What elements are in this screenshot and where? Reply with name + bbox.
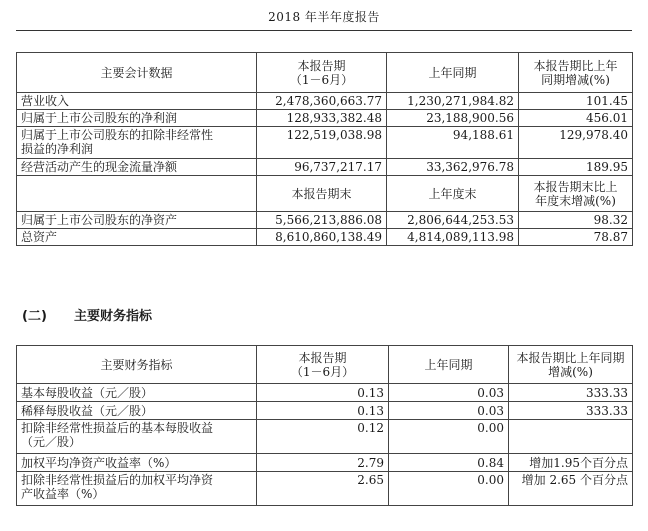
table-subheader-row [17,176,633,212]
table-header-cell: 上年同期 [387,53,519,93]
main-accounting-data-table [16,52,633,246]
table-cell: 128,933,382.48 [257,110,387,127]
table-header-cell: 上年同期 [389,346,509,384]
table-cell: 122,519,038.98 [257,127,387,159]
table-cell: 333.33 [509,384,633,402]
table-header-cell: 本报告期 （1－6月） [257,346,389,384]
table-cell [509,420,633,454]
table-cell: 2,806,644,253.53 [387,212,519,229]
table-cell: 23,188,900.56 [387,110,519,127]
table-cell: 94,188.61 [387,127,519,159]
row-label: 经营活动产生的现金流量净额 [17,159,257,176]
table-row [17,127,633,159]
main-financial-indicators-table [16,345,633,506]
table-header-cell: 主要财务指标 [17,346,257,384]
table-row [17,420,633,454]
table-header-cell: 本报告期末 [257,176,387,212]
table-header-cell: 本报告期末比上 年度末增减(%) [519,176,633,212]
table-cell: 98.32 [519,212,633,229]
row-label: 扣除非经常性损益后的基本每股收益 （元／股） [17,420,257,454]
table-row [17,454,633,472]
table-row [17,229,633,246]
row-label: 稀释每股收益（元／股） [17,402,257,420]
row-label: 加权平均净资产收益率（%） [17,454,257,472]
table-cell: 189.95 [519,159,633,176]
table-cell: 2.65 [257,472,389,506]
row-label: 归属于上市公司股东的扣除非经常性 损益的净利润 [17,127,257,159]
table-row [17,472,633,506]
table-cell: 5,566,213,886.08 [257,212,387,229]
table-cell: 96,737,217.17 [257,159,387,176]
table-row [17,212,633,229]
table-row [17,402,633,420]
table-cell: 0.12 [257,420,389,454]
table-header-row [17,346,633,384]
table-cell: 1,230,271,984.82 [387,93,519,110]
section-number: (二) [22,309,47,324]
table-cell: 2.79 [257,454,389,472]
section-title: 主要财务指标 [74,309,153,324]
table-cell: 0.00 [389,472,509,506]
table-cell: 456.01 [519,110,633,127]
table-header-row [17,53,633,93]
table-cell: 78.87 [519,229,633,246]
table-cell: 0.13 [257,384,389,402]
section-heading [22,305,152,324]
table-cell: 0.13 [257,402,389,420]
table-header-cell [17,176,257,212]
table-cell: 增加1.95个百分点 [509,454,633,472]
table-header-cell: 上年度末 [387,176,519,212]
page-header-title: 2018 年半年度报告 [268,10,380,24]
table-cell: 0.03 [389,402,509,420]
table-cell: 4,814,089,113.98 [387,229,519,246]
row-label: 归属于上市公司股东的净利润 [17,110,257,127]
table-row [17,93,633,110]
table-header-cell: 本报告期比上年 同期增减(%) [519,53,633,93]
header-divider [16,30,632,31]
row-label: 归属于上市公司股东的净资产 [17,212,257,229]
table-cell: 0.00 [389,420,509,454]
table-cell: 33,362,976.78 [387,159,519,176]
table-cell: 2,478,360,663.77 [257,93,387,110]
table-row [17,384,633,402]
table-row [17,110,633,127]
table-cell: 8,610,860,138.49 [257,229,387,246]
table-cell: 101.45 [519,93,633,110]
row-label: 基本每股收益（元／股） [17,384,257,402]
table-cell: 增加 2.65 个百分点 [509,472,633,506]
row-label: 扣除非经常性损益后的加权平均净资 产收益率（%） [17,472,257,506]
table-header-cell: 本报告期比上年同期 增减(%) [509,346,633,384]
table-cell: 0.84 [389,454,509,472]
table-header-cell: 主要会计数据 [17,53,257,93]
table-row [17,159,633,176]
row-label: 总资产 [17,229,257,246]
table-cell: 333.33 [509,402,633,420]
table-cell: 129,978.40 [519,127,633,159]
row-label: 营业收入 [17,93,257,110]
table-header-cell: 本报告期 （1－6月） [257,53,387,93]
table-cell: 0.03 [389,384,509,402]
